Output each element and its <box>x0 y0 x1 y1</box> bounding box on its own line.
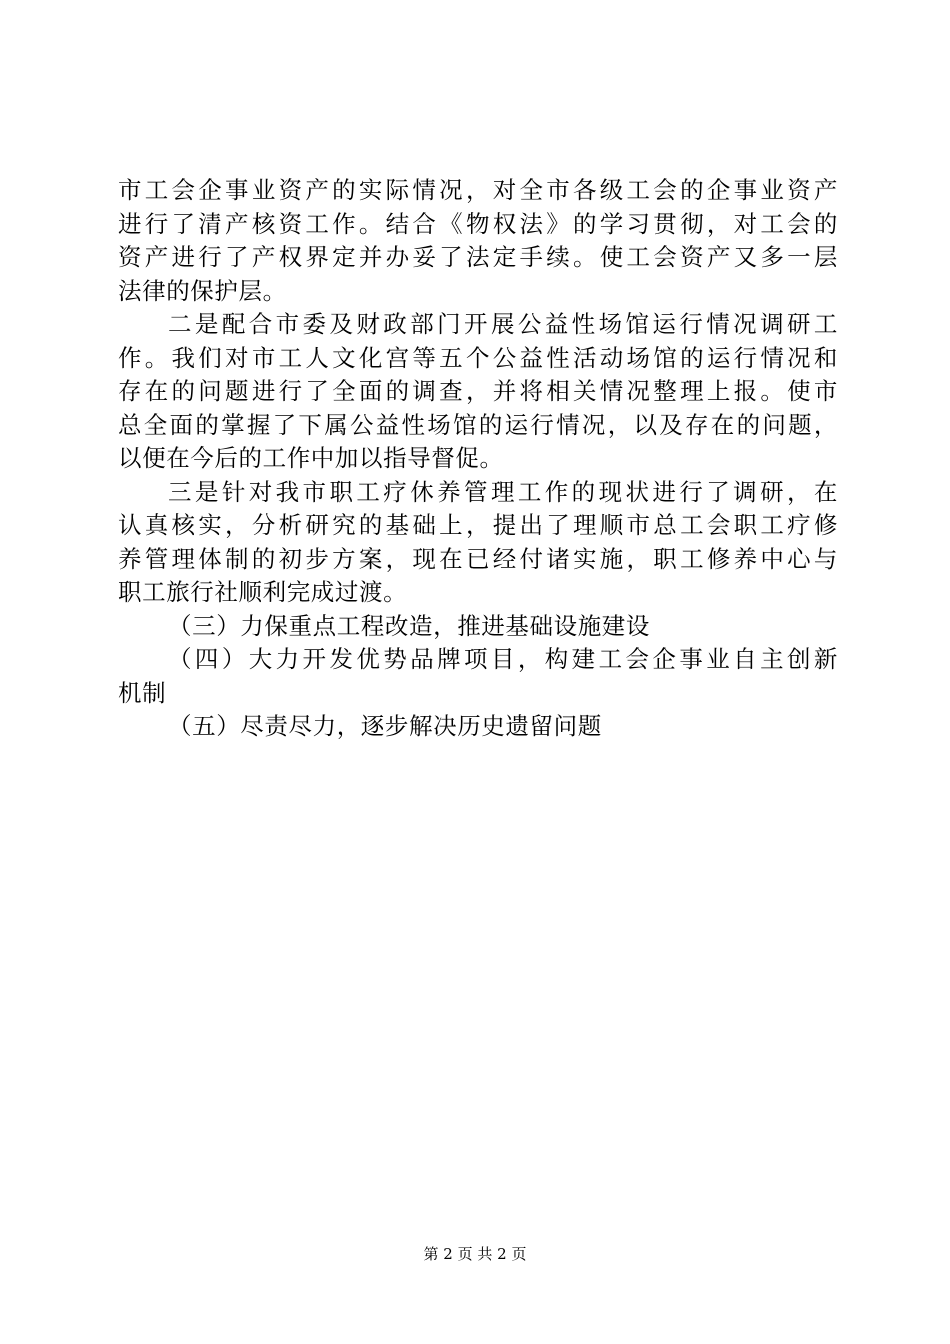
page-number-footer: 第 2 页 共 2 页 <box>423 1245 527 1263</box>
text-line: 认真核实，分析研究的基础上，提出了理顺市总工会职工疗修 <box>118 511 838 539</box>
section-heading: （三）力保重点工程改造，推进基础设施建设 <box>168 611 650 640</box>
text-line: 存在的问题进行了全面的调查，并将相关情况整理上报。使市 <box>118 377 838 405</box>
text-line: 三是针对我市职工疗休养管理工作的现状进行了调研，在 <box>168 477 838 506</box>
section-heading-continuation: 机制 <box>118 678 167 707</box>
text-line: 总全面的掌握了下属公益性场馆的运行情况，以及存在的问题， <box>118 410 838 439</box>
text-line: 养管理体制的初步方案，现在已经付诸实施，职工修养中心与 <box>118 544 838 573</box>
text-line: 职工旅行社顺利完成过渡。 <box>118 578 408 606</box>
text-line: 二是配合市委及财政部门开展公益性场馆运行情况调研工 <box>168 310 838 338</box>
text-line: 法律的保护层。 <box>118 276 287 305</box>
section-heading: （五）尽责尽力，逐步解决历史遗留问题 <box>168 712 602 740</box>
text-line: 市工会企事业资产的实际情况，对全市各级工会的企事业资产 <box>118 176 838 204</box>
text-line: 以便在今后的工作中加以指导督促。 <box>118 444 504 472</box>
document-body <box>118 174 838 744</box>
text-line: 资产进行了产权界定并办妥了法定手续。使工会资产又多一层 <box>118 243 838 271</box>
text-line: 进行了清产核资工作。结合《物权法》的学习贯彻，对工会的 <box>118 209 838 238</box>
text-line: 作。我们对市工人文化宫等五个公益性活动场馆的运行情况和 <box>118 343 838 372</box>
section-heading: （四）大力开发优势品牌项目，构建工会企事业自主创新 <box>168 645 838 673</box>
